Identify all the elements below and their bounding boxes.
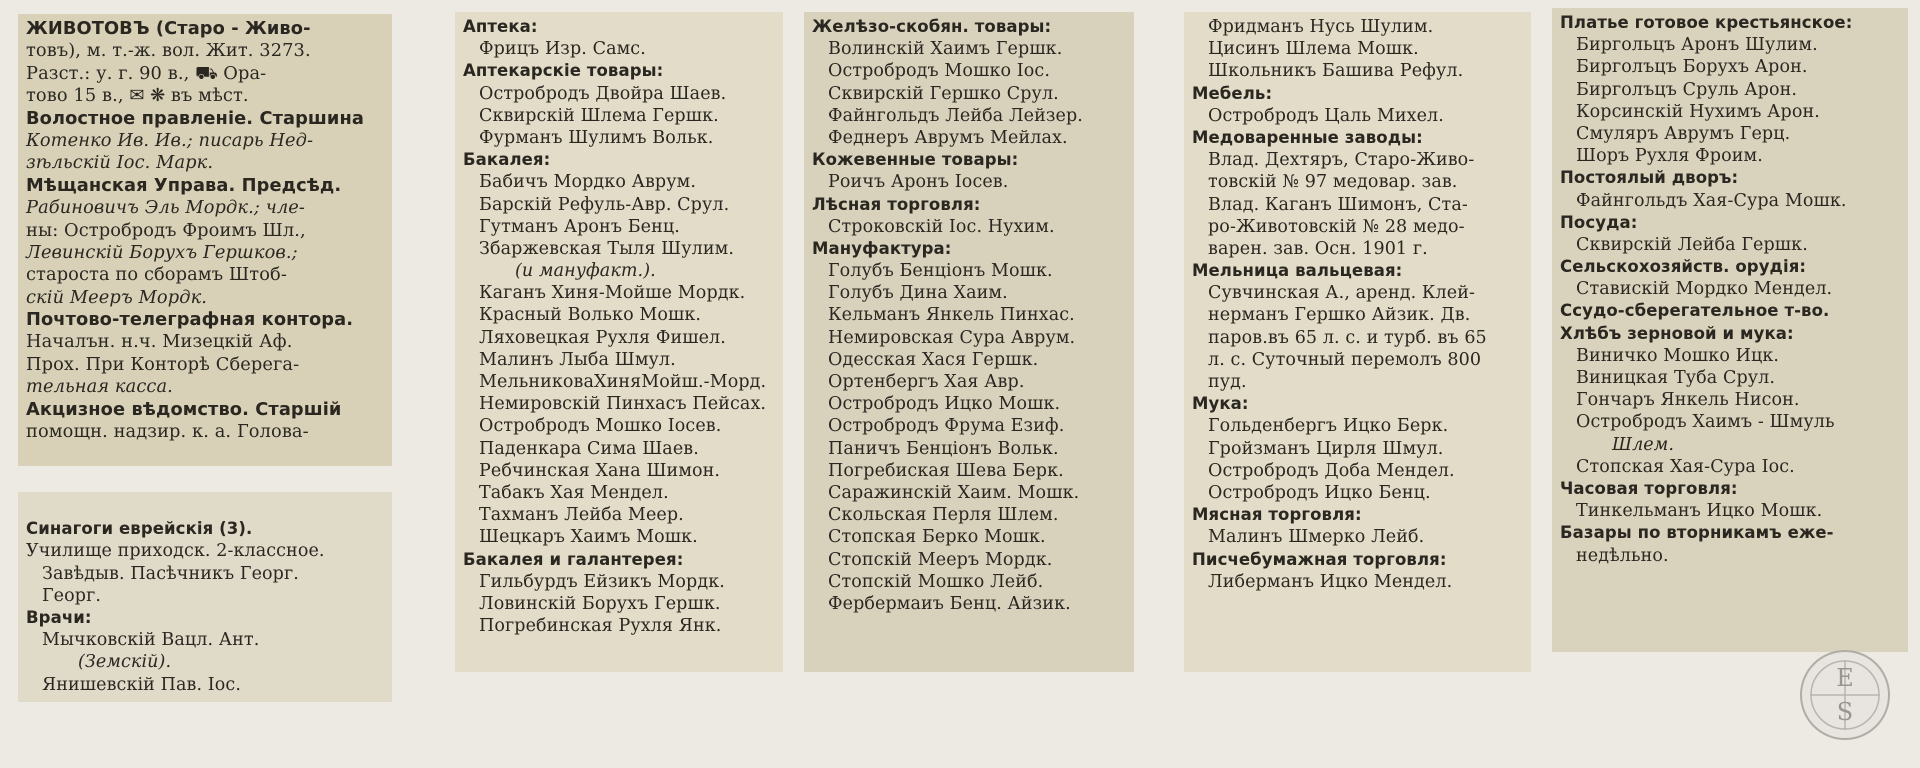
entry-line: варен. зав. Осн. 1901 г. bbox=[1208, 238, 1428, 259]
entry-line: Фридманъ Нусь Шулим. bbox=[1208, 17, 1434, 37]
entry-line: Цисинъ Шлема Мошк. bbox=[1208, 39, 1419, 60]
section-heading: Мануфактура: bbox=[812, 238, 952, 258]
entry-line: Волинскій Хаимъ Гершк. bbox=[828, 39, 1063, 60]
text-line: помощн. надзир. к. а. Голова- bbox=[26, 421, 309, 443]
entry-line: Мычковскій Вацл. Ант. bbox=[42, 630, 260, 651]
seal-letter-top: E bbox=[1836, 664, 1854, 692]
entry-line: Стопская Хая-Сура Іос. bbox=[1576, 456, 1795, 477]
entry-line: Сквирскій Шлема Гершк. bbox=[479, 105, 719, 126]
section-heading: Писчебумажная торговля: bbox=[1192, 549, 1447, 569]
entry-line: Паничъ Бенціонъ Вольк. bbox=[828, 438, 1059, 459]
entry-line: Стопскій Мееръ Мордк. bbox=[828, 549, 1053, 570]
section-heading: Кожевенные товары: bbox=[812, 150, 1019, 170]
entry-line: Голубъ Бенціонъ Мошк. bbox=[828, 261, 1053, 282]
entry-line: Виничко Мошко Ицк. bbox=[1576, 345, 1780, 366]
section-heading: Медоваренные заводы: bbox=[1192, 127, 1423, 147]
entry-line: Каганъ Хиня-Мойше Мордк. bbox=[479, 283, 746, 304]
entry-line: пуд. bbox=[1208, 372, 1247, 392]
section-heading: Ссудо-сберегательное т-во. bbox=[1560, 301, 1830, 321]
text-line: Левинскій Борухъ Гершков.; bbox=[26, 241, 298, 263]
watermark-seal bbox=[1800, 650, 1890, 740]
entry-line: Малинъ Шмерко Лейб. bbox=[1208, 527, 1425, 548]
entry-line: Влад. Дехтяръ, Старо-Живо- bbox=[1208, 150, 1475, 171]
section-heading: Аптекарскіе товары: bbox=[463, 61, 664, 81]
section-heading: Часовая торговля: bbox=[1560, 478, 1738, 498]
section-heading: Базары по вторникамъ еже- bbox=[1560, 523, 1834, 543]
entry-line: Виницкая Туба Срул. bbox=[1576, 368, 1776, 388]
entry-line: Ребчинская Хана Шимон. bbox=[479, 460, 721, 481]
entry-line: Биргольцъ Аронъ Шулим. bbox=[1576, 35, 1818, 56]
entry-line: Остробродъ Ицко Бенц. bbox=[1208, 482, 1431, 503]
text-line: зѣльскій Іос. Марк. bbox=[26, 152, 214, 174]
entry-line: Бирголъцъ Сруль Арон. bbox=[1576, 79, 1798, 100]
entry-line: Остробродъ Ицко Мошк. bbox=[828, 394, 1061, 415]
entry-line: МельниковаХиняМойш.-Морд. bbox=[479, 372, 767, 392]
section-heading: Желѣзо-скобян. товары: bbox=[812, 17, 1052, 36]
text-line: Волостное правленіе. Старшина bbox=[26, 107, 364, 129]
section-heading: Мука: bbox=[1192, 394, 1249, 414]
entry-continuation: Шлем. bbox=[1612, 434, 1675, 455]
text-line: ЖИВОТОВЪ (Старо - Живо- bbox=[26, 18, 311, 39]
section-heading: Посуда: bbox=[1560, 212, 1638, 232]
column-institutions bbox=[18, 492, 392, 702]
entry-line: Георг. bbox=[42, 585, 102, 606]
entry-line: Стопская Берко Мошк. bbox=[828, 527, 1046, 548]
entry-line: товскій № 97 медовар. зав. bbox=[1208, 172, 1458, 193]
entry-line: Сквирскій Лейба Гершк. bbox=[1576, 234, 1808, 255]
text-line: тельная касса. bbox=[26, 376, 173, 398]
entry-line: Остробродъ Цаль Михел. bbox=[1208, 105, 1444, 126]
column-clothing-bazaar bbox=[1552, 8, 1908, 652]
text-line: Училище приходск. 2-классное. bbox=[26, 541, 325, 562]
entry-line: Одесская Хася Гершк. bbox=[828, 349, 1039, 370]
column-furniture-flour bbox=[1184, 12, 1531, 672]
entry-line: нерманъ Гершко Айзик. Дв. bbox=[1208, 305, 1471, 326]
entry-line: Феднеръ Аврумъ Мейлах. bbox=[828, 127, 1068, 148]
entry-line: Гончаръ Янкель Нисон. bbox=[1576, 390, 1800, 411]
entry-line: Фербермаиъ Бенц. Айзик. bbox=[828, 593, 1071, 614]
entry-line: Школьникъ Башива Рефул. bbox=[1208, 61, 1464, 82]
entry-line: Файнгольдъ Лейба Лейзер. bbox=[828, 105, 1083, 126]
entry-line: Кельманъ Янкель Пинхас. bbox=[828, 305, 1075, 326]
entry-line: Збаржевская Тыля Шулим. bbox=[479, 238, 734, 259]
section-heading: Мебель: bbox=[1192, 83, 1273, 103]
entry-line: Шоръ Рухля Фроим. bbox=[1576, 146, 1763, 167]
entry-line: Табакъ Хая Мендел. bbox=[479, 482, 669, 503]
entry-line: Саражинскій Хаим. Мошк. bbox=[828, 482, 1080, 503]
entry-line: Роичъ Аронъ Іосев. bbox=[828, 172, 1009, 193]
text-line: Мѣщанская Управа. Предсѣд. bbox=[26, 174, 342, 196]
entry-line: Либерманъ Ицко Мендел. bbox=[1208, 571, 1453, 592]
section-heading: Мясная торговля: bbox=[1192, 505, 1362, 525]
text-line: Котенко Ив. Ив.; писарь Нед- bbox=[26, 129, 314, 151]
entry-continuation: (и мануфакт.). bbox=[515, 261, 656, 282]
text-line: староста по сборамъ Штоб- bbox=[26, 264, 287, 286]
entry-line: Фрицъ Изр. Самс. bbox=[479, 39, 646, 60]
entry-line: Сувчинская А., аренд. Клей- bbox=[1208, 283, 1476, 304]
seal-letter-bottom: S bbox=[1836, 698, 1854, 726]
entry-line: паров.въ 65 л. с. и турб. въ 65 bbox=[1208, 327, 1487, 348]
text-line: Почтово-телеграфная контора. bbox=[26, 309, 354, 331]
entry-line: Паденкара Сима Шаев. bbox=[479, 438, 699, 459]
entry-line: Погребинская Рухля Янк. bbox=[479, 616, 722, 637]
entry-line: Влад. Каганъ Шимонъ, Ста- bbox=[1208, 194, 1468, 215]
column-pharmacy-grocery bbox=[455, 12, 783, 672]
entry-line: Сквирскій Гершко Срул. bbox=[828, 83, 1059, 104]
text-line bbox=[26, 496, 384, 518]
section-heading: Хлѣбъ зерновой и мука: bbox=[1560, 323, 1794, 343]
entry-line: Ставискій Мордко Мендел. bbox=[1576, 279, 1833, 300]
entry-line: Завѣдыв. Пасѣчникъ Георг. bbox=[42, 563, 299, 584]
text-line: Прох. При Конторѣ Сберега- bbox=[26, 353, 300, 375]
entry-line: Скольская Перля Шлем. bbox=[828, 505, 1059, 526]
entry-line: Смуляръ Аврумъ Герц. bbox=[1576, 123, 1791, 144]
entry-line: Гильбурдъ Ейзикъ Мордк. bbox=[479, 571, 725, 592]
entry-line: Остробродъ Мошко Іос. bbox=[828, 61, 1050, 82]
entry-line: недѣльно. bbox=[1576, 545, 1669, 566]
text-line: тово 15 в., ✉ ❋ въ мѣст. bbox=[26, 85, 249, 107]
entry-line: Остробродъ Доба Мендел. bbox=[1208, 460, 1455, 481]
entry-line: Бабичъ Мордко Аврум. bbox=[479, 172, 697, 193]
entry-line: Немировская Сура Аврум. bbox=[828, 327, 1076, 348]
entry-line: Корсинскій Нухимъ Арон. bbox=[1576, 101, 1820, 122]
text-line: Рабиновичъ Эль Мордк.; чле- bbox=[26, 197, 306, 219]
entry-line: Остробродъ Фрума Езиф. bbox=[828, 416, 1065, 437]
entry-line: Остробродъ Двойра Шаев. bbox=[479, 83, 727, 104]
entry-line: Ловинскій Борухъ Гершк. bbox=[479, 593, 721, 614]
section-heading: Врачи: bbox=[26, 607, 92, 627]
entry-line: Гольденбергъ Ицко Берк. bbox=[1208, 416, 1449, 437]
text-line: Акцизное вѣдомство. Старшій bbox=[26, 398, 342, 420]
section-heading: Лѣсная торговля: bbox=[812, 194, 981, 214]
text-line: ны: Остробродъ Фроимъ Шл., bbox=[26, 219, 306, 241]
entry-line: Остробродъ Мошко Іосев. bbox=[479, 416, 722, 437]
entry-line: Ляховецкая Рухля Фишел. bbox=[479, 327, 726, 348]
section-heading: Сельскохозяйств. орудія: bbox=[1560, 257, 1807, 277]
entry-line: Тинкельманъ Ицко Мошк. bbox=[1576, 501, 1823, 522]
entry-line: Фурманъ Шулимъ Вольк. bbox=[479, 127, 714, 148]
section-heading: Аптека: bbox=[463, 17, 538, 36]
text-line: товъ), м. т.-ж. вол. Жит. 3273. bbox=[26, 40, 311, 62]
entry-line: Красный Волько Мошк. bbox=[479, 305, 702, 326]
entry-line: ро-Животовскій № 28 медо- bbox=[1208, 216, 1465, 237]
text-line: Началън. н.ч. Мизецкій Аф. bbox=[26, 331, 293, 353]
section-heading: Платье готовое крестьянское: bbox=[1560, 13, 1853, 32]
entry-line: л. с. Суточный перемолъ 800 bbox=[1208, 349, 1482, 370]
text-line: Разст.: у. г. 90 в., ⛟ Ора- bbox=[26, 62, 267, 84]
entry-line: Немировскій Пинхасъ Пейсах. bbox=[479, 394, 767, 415]
section-heading: Постоялый дворъ: bbox=[1560, 168, 1739, 188]
entry-line: Барскій Рефуль-Авр. Срул. bbox=[479, 194, 730, 215]
entry-line: Гутманъ Аронъ Бенц. bbox=[479, 216, 680, 237]
entry-line: Ортенбергъ Хая Авр. bbox=[828, 372, 1025, 392]
entry-line: Янишевскій Пав. Іос. bbox=[42, 674, 241, 695]
seal-graphic bbox=[1802, 652, 1888, 738]
entry-line: Голубъ Дина Хаим. bbox=[828, 283, 1008, 304]
section-heading: Бакалея: bbox=[463, 150, 551, 170]
entry-line: Шецкаръ Хаимъ Мошк. bbox=[479, 527, 698, 548]
entry-line: Строковскій Іос. Нухим. bbox=[828, 216, 1055, 237]
entry-line: Остробродъ Хаимъ - Шмуль bbox=[1576, 412, 1835, 433]
text-line: скій Мееръ Мордк. bbox=[26, 286, 208, 308]
column-town-administration bbox=[18, 14, 392, 466]
entry-line: Погребиская Шева Берк. bbox=[828, 460, 1064, 481]
entry-line: Стопскій Мошко Лейб. bbox=[828, 571, 1044, 592]
section-heading: Мельница вальцевая: bbox=[1192, 261, 1403, 281]
entry-line: Файнгольдъ Хая-Сура Мошк. bbox=[1576, 190, 1847, 211]
entry-line: Гройзманъ Цирля Шмул. bbox=[1208, 438, 1444, 459]
column-hardware-manufacture bbox=[804, 12, 1134, 672]
entry-line: Малинъ Лыба Шмул. bbox=[479, 349, 676, 370]
entry-continuation: (Земскій). bbox=[78, 652, 172, 673]
section-heading: Синагоги еврейскія (3). bbox=[26, 519, 253, 539]
entry-line: Бирголъцъ Борухъ Арон. bbox=[1576, 57, 1808, 78]
section-heading: Бакалея и галантерея: bbox=[463, 549, 684, 569]
entry-line: Тахманъ Лейба Меер. bbox=[479, 505, 684, 526]
